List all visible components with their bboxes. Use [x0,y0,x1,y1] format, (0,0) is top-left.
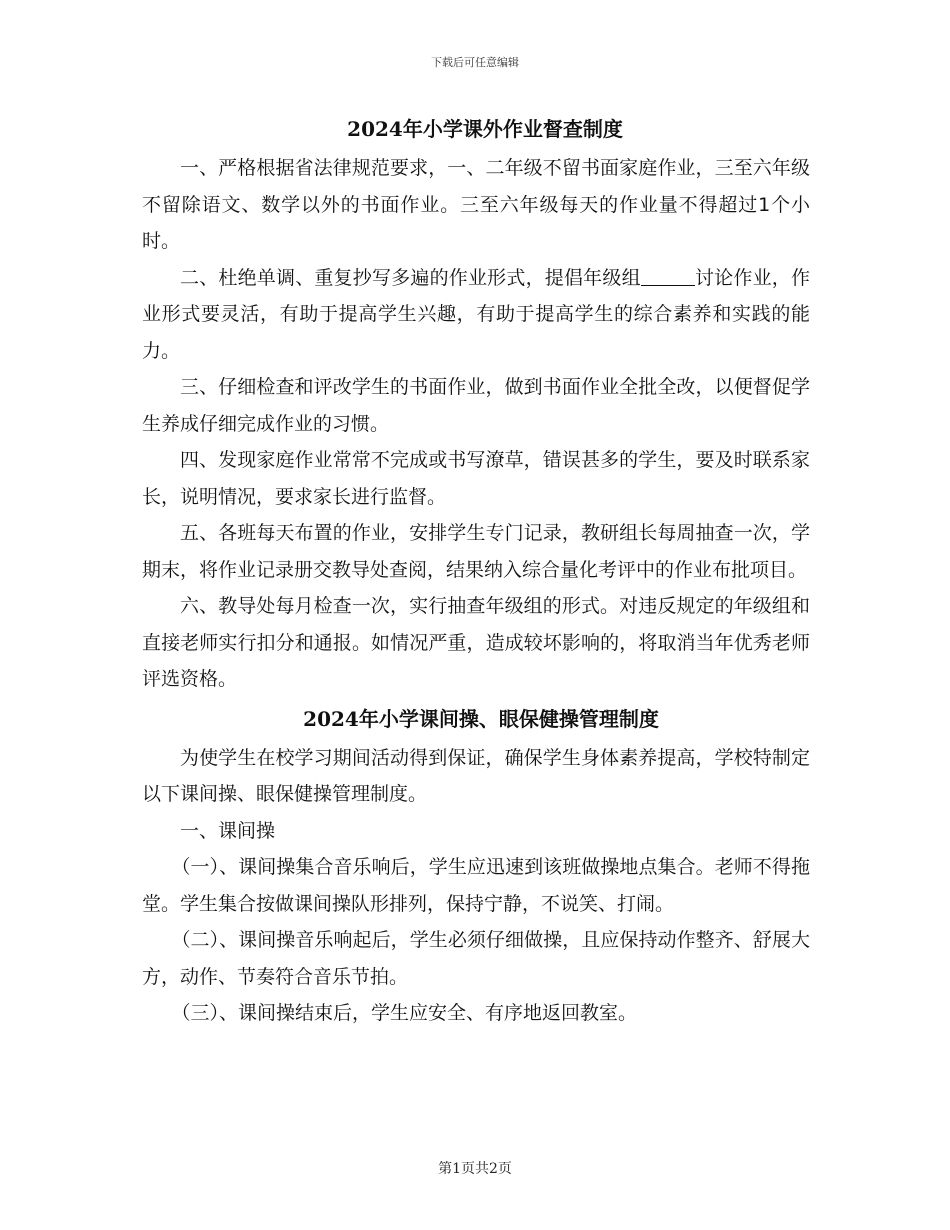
document-body [142,108,810,1032]
doc2-paragraph-5: （三）、课间操结束后，学生应安全、有序地返回教室。 [171,1002,637,1024]
doc2-section-heading: 一、课间操 [180,819,276,842]
doc1-paragraph-6: 六、教导处每月检查一次，实行抽查年级组的形式。对违反规定的年级组和直接老师实行扣分和通报。如情况严重，造成较坏影响的，将取消当年优秀老师评选资格。 [142,595,810,690]
doc2-paragraph-4: （二）、课间操音乐响起后，学生必须仔细做操，且应保持动作整齐、舒展大方，动作、节奏符合音乐节拍。 [142,929,810,988]
doc1-paragraph-2-part-b: 讨论作业，作业形式要灵活，有助于提高学生兴趣，有助于提高学生的综合素养和实践的能力。 [142,266,810,362]
page-header: 下载后可任意编辑 [431,56,519,69]
fill-in-blank [641,266,695,286]
doc2-paragraph-1: 为使学生在校学习期间活动得到保证，确保学生身体素养提高，学校特制定以下课间操、眼保健操管理制度。 [142,746,810,805]
doc1-paragraph-3: 三、仔细检查和评改学生的书面作业，做到书面作业全批全改，以便督促学生养成仔细完成作业的习惯。 [142,376,810,435]
doc1-paragraph-4: 四、发现家庭作业常常不完成或书写潦草，错误甚多的学生，要及时联系家长，说明情况，要求家长进行监督。 [142,449,810,508]
doc1-paragraph-2 [142,260,810,370]
doc1-paragraph-5: 五、各班每天布置的作业，安排学生专门记录，教研组长每周抽查一次，学期末，将作业记录册交教导处查阅，结果纳入综合量化考评中的作业布批项目。 [142,522,810,581]
doc1-paragraph-2-part-a: 二、杜绝单调、重复抄写多遍的作业形式，提倡年级组 [180,266,641,289]
page-footer: 第1页共2页 [438,1161,512,1177]
doc1-title: 2024年小学课外作业督查制度 [347,117,623,141]
doc1-paragraph-1: 一、严格根据省法律规范要求，一、二年级不留书面家庭作业，三至六年级不留除语文、数学以外的书面作业。三至六年级每天的作业量不得超过1个小时。 [142,157,810,252]
doc2-paragraph-3: （一）、课间操集合音乐响后，学生应迅速到该班做操地点集合。老师不得拖堂。学生集合按做课间操队形排列，保持宁静，不说笑、打闹。 [142,856,810,915]
doc2-title: 2024年小学课间操、眼保健操管理制度 [303,706,659,731]
